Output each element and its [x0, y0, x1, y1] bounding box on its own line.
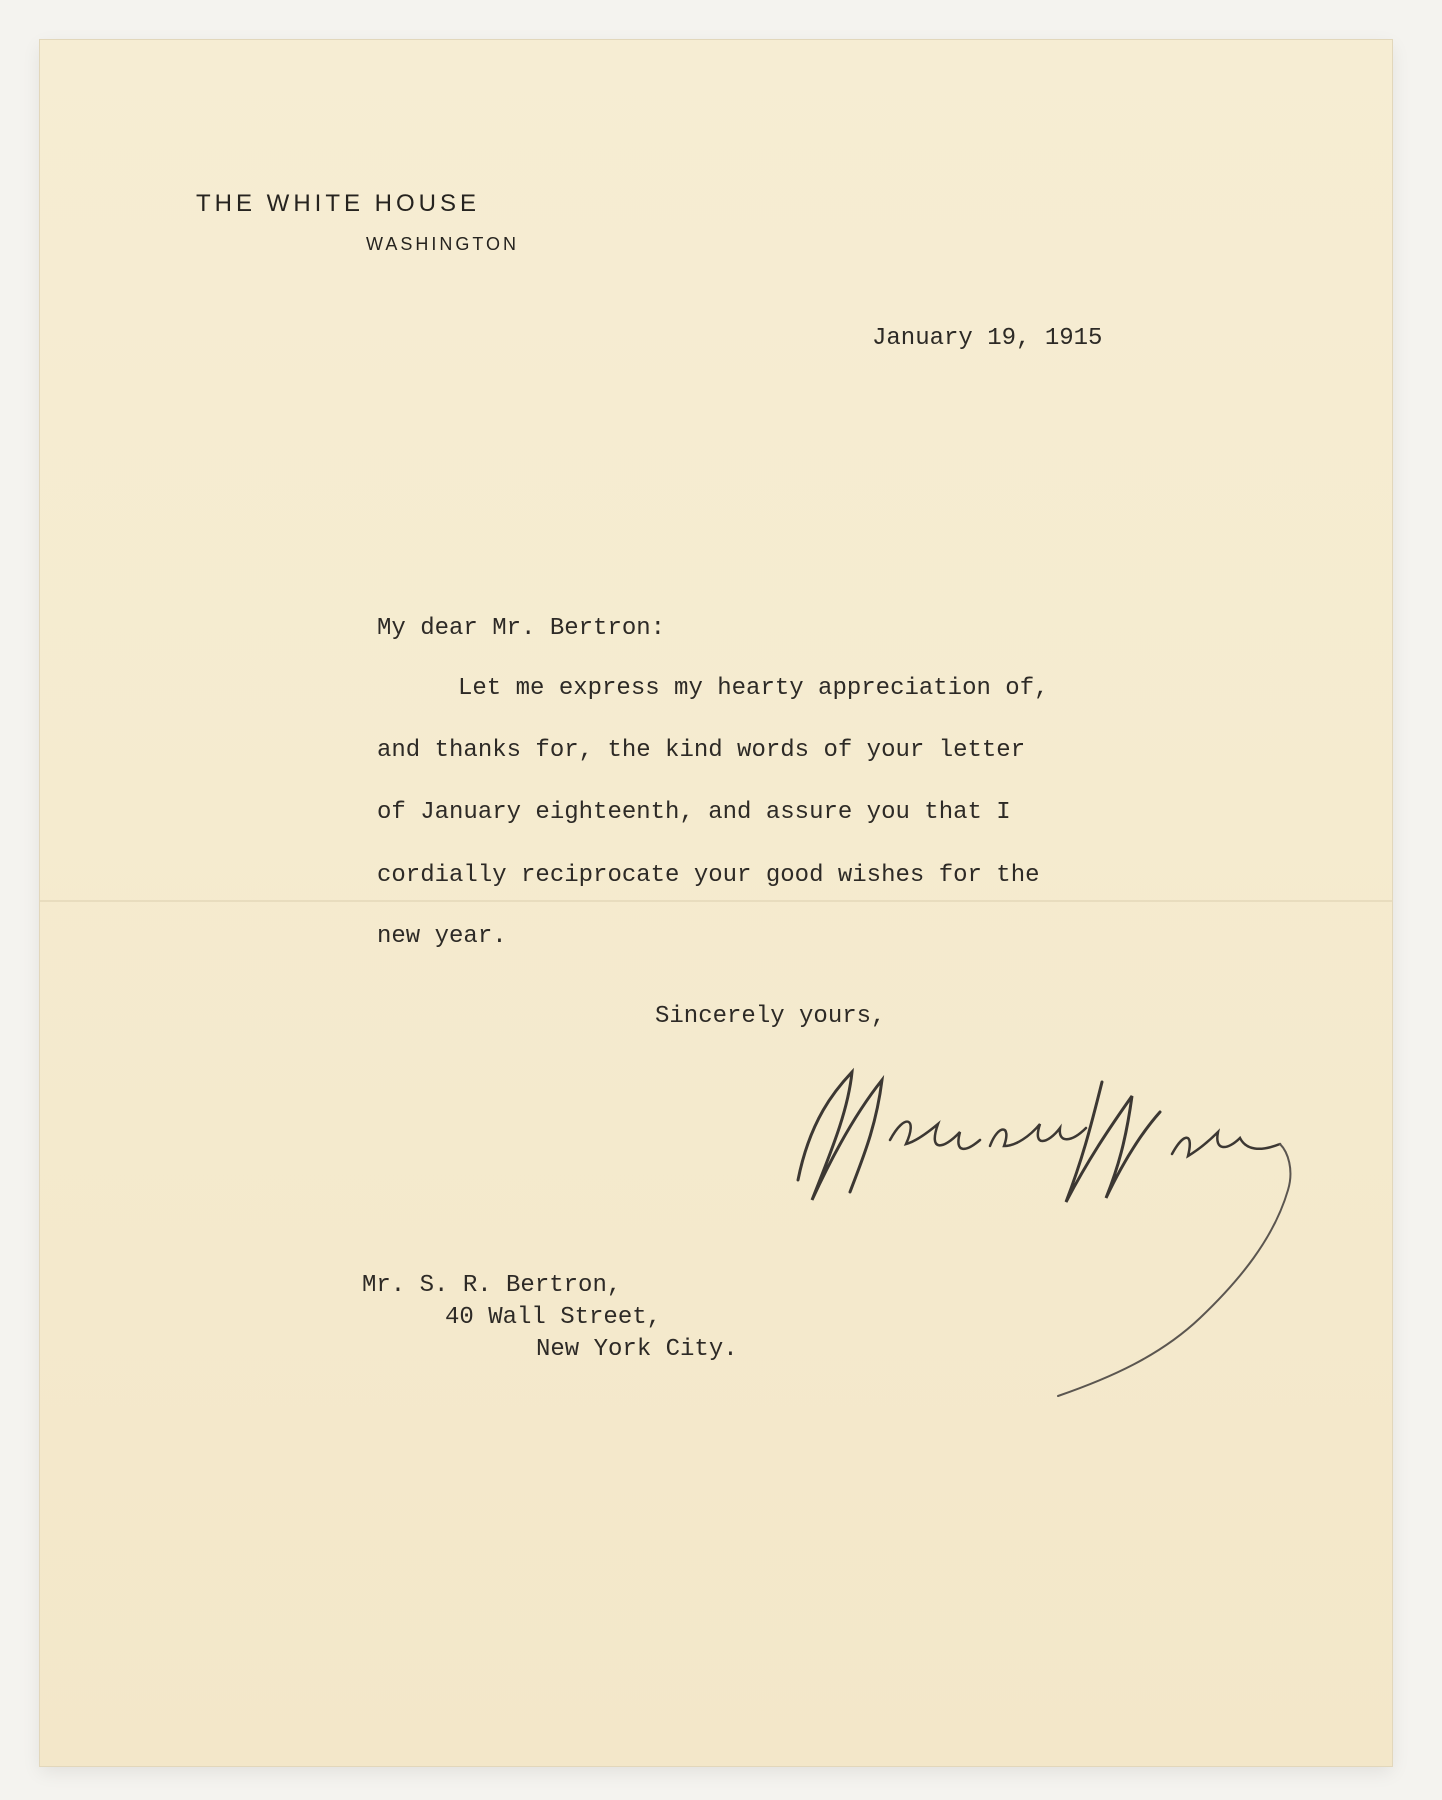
letterhead-title: THE WHITE HOUSE: [196, 190, 481, 217]
body-line-5: new year.: [377, 923, 507, 950]
address-line-1: Mr. S. R. Bertron,: [362, 1272, 622, 1299]
letter-date: January 19, 1915: [872, 325, 1103, 352]
body-line-4: cordially reciprocate your good wishes for the: [377, 862, 1040, 889]
closing: Sincerely yours,: [655, 1003, 886, 1030]
body-line-3: of January eighteenth, and assure you that I: [377, 799, 1011, 826]
address-line-2: 40 Wall Street,: [445, 1304, 662, 1331]
paper-fold-line: [40, 900, 1392, 902]
signature-image: [740, 1040, 1320, 1400]
body-line-2: and thanks for, the kind words of your letter: [377, 737, 1026, 764]
salutation: My dear Mr. Bertron:: [377, 615, 666, 642]
letter-paper: [40, 40, 1392, 1766]
address-line-3: New York City.: [536, 1336, 738, 1363]
letterhead-city: WASHINGTON: [366, 234, 520, 254]
body-line-1: Let me express my hearty appreciation of,: [458, 675, 1049, 702]
